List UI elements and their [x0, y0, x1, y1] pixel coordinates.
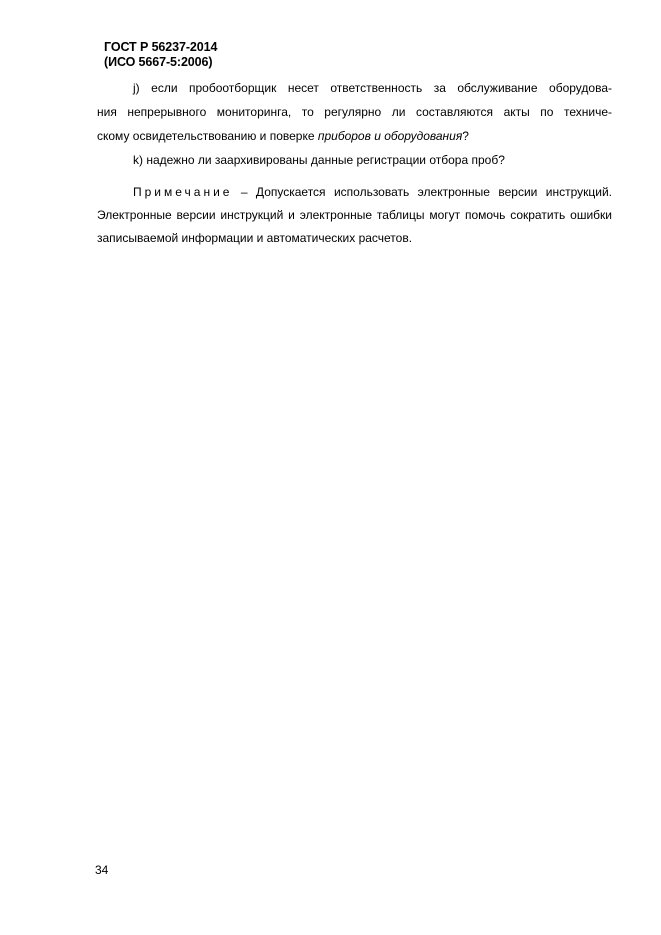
page-number: 34	[95, 863, 109, 877]
note-line-1	[133, 185, 612, 200]
note-line-1-text: – Допускается использовать электронные версии инструкций.	[232, 185, 612, 199]
note-line-2: Электронные версии инструкций и электронные таблицы могут помочь сократить ошибки	[97, 208, 612, 222]
standard-number: ГОСТ Р 56237-2014	[104, 40, 218, 54]
item-j-line-2: ния непрерывного мониторинга, то регулярно ли составляются акты по техниче-	[97, 105, 612, 119]
item-j-line-1: j) если пробоотборщик несет ответственность за обслуживание оборудова-	[133, 81, 612, 95]
item-j-italic-term: приборов и оборудования	[317, 129, 463, 143]
item-j-line-3	[97, 129, 612, 144]
item-j-question-mark: ?	[462, 129, 469, 143]
item-k-paragraph: k) надежно ли заархивированы данные регистрации отбора проб?	[133, 153, 505, 167]
note-line-3: записываемой информации и автоматических расчетов.	[97, 231, 413, 245]
iso-reference: (ИСО 5667-5:2006)	[104, 55, 213, 69]
item-j-line-3-text: скому освидетельствованию и поверке	[97, 129, 318, 143]
note-label: Примечание	[133, 185, 233, 199]
